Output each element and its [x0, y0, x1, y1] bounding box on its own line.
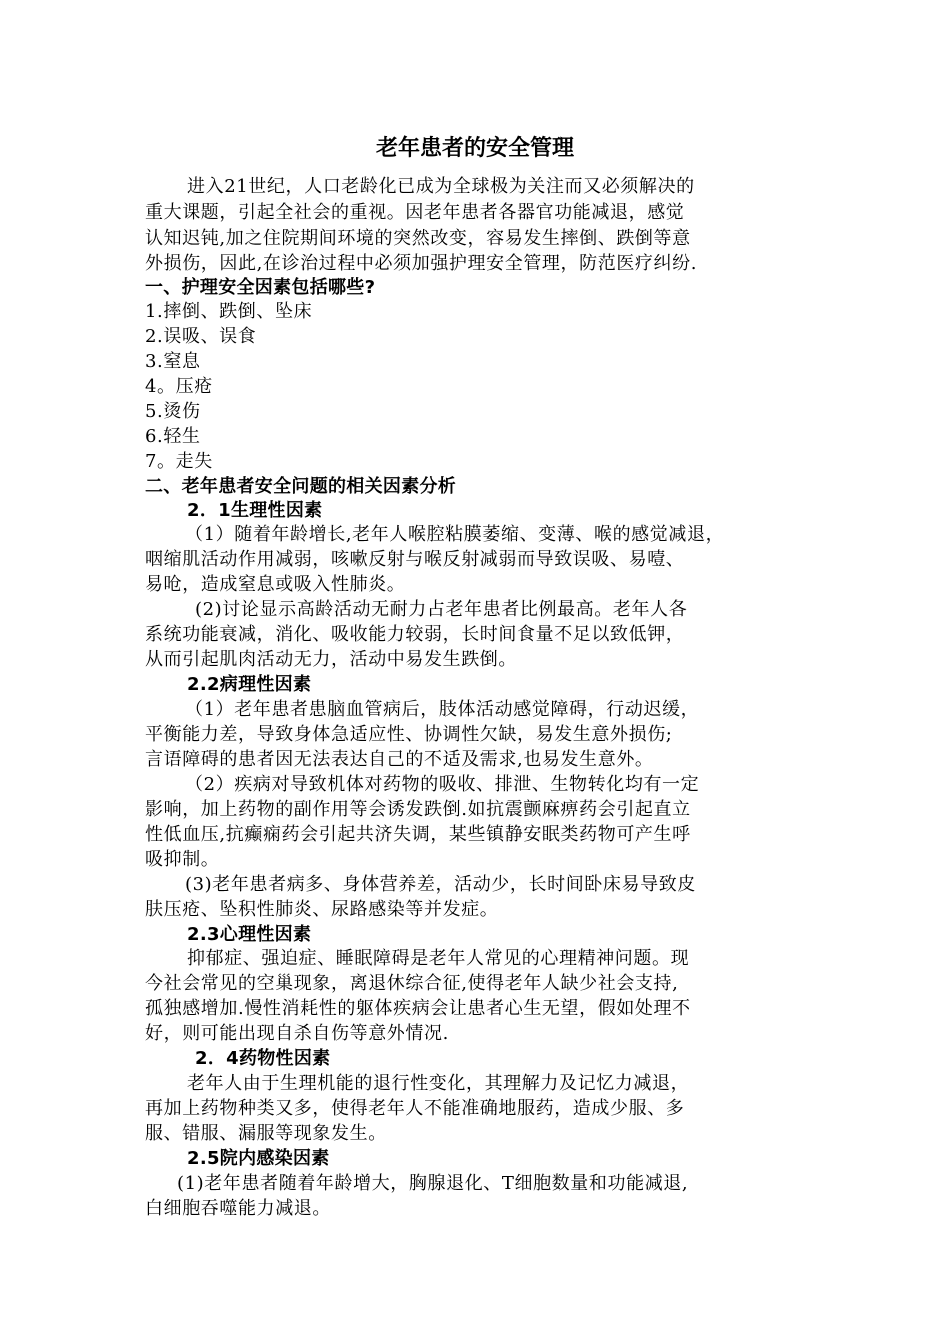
paragraph-line: 孤独感增加.慢性消耗性的躯体疾病会让患者心生无望，假如处理不 [145, 998, 691, 1019]
subsection-heading: 2.2病理性因素 [187, 674, 312, 695]
intro-line: 外损伤，因此,在诊治过程中必须加强护理安全管理，防范医疗纠纷. [145, 253, 698, 274]
paragraph-line: （1）老年患者患脑血管病后，肢体活动感觉障碍，行动迟缓， [185, 699, 700, 720]
paragraph-line: 从而引起肌肉活动无力，活动中易发生跌倒。 [145, 649, 517, 670]
paragraph-line: 易呛，造成窒息或吸入性肺炎。 [145, 574, 406, 595]
paragraph-line: 平衡能力差，导致身体急适应性、协调性欠缺，易发生意外损伤; [145, 724, 673, 745]
list-item: 5.烫伤 [145, 401, 201, 422]
paragraph-line: 咽缩肌活动作用减弱，咳嗽反射与喉反射减弱而导致误吸、易噎、 [145, 549, 685, 570]
section1-heading: 一、护理安全因素包括哪些? [145, 277, 376, 298]
page-title: 老年患者的安全管理 [375, 136, 574, 161]
intro-line: 认知迟钝,加之住院期间环境的突然改变，容易发生摔倒、跌倒等意 [145, 228, 691, 249]
paragraph-line: (2)讨论显示高龄活动无耐力占老年患者比例最高。老年人各 [195, 599, 688, 620]
paragraph-line: 抑郁症、强迫症、睡眠障碍是老年人常见的心理精神问题。现 [187, 948, 690, 969]
subsection-heading: 2.5院内感染因素 [187, 1148, 330, 1169]
subsection-heading: 2.3心理性因素 [187, 924, 312, 945]
list-item: 7。走失 [145, 451, 213, 472]
list-item: 1.摔倒、跌倒、坠床 [145, 301, 313, 322]
section2-heading: 二、老年患者安全问题的相关因素分析 [145, 476, 457, 497]
list-item: 3.窒息 [145, 351, 201, 372]
intro-line: 进入21世纪，人口老龄化已成为全球极为关注而又必须解决的 [187, 176, 695, 197]
paragraph-line: (1)老年患者随着年龄增大，胸腺退化、T细胞数量和功能减退, [177, 1173, 689, 1194]
paragraph-line: （1）随着年龄增长,老年人喉腔粘膜萎缩、变薄、喉的感觉减退， [185, 524, 725, 545]
paragraph-line: 今社会常见的空巢现象，离退休综合征,使得老年人缺少社会支持, [145, 973, 679, 994]
intro-line: 重大课题，引起全社会的重视。因老年患者各器官功能减退，感觉 [145, 202, 685, 223]
paragraph-line: 性低血压,抗癫痫药会引起共济失调，某些镇静安眠类药物可产生呼 [145, 824, 691, 845]
paragraph-line: 肤压疮、坠积性肺炎、尿路感染等并发症。 [145, 899, 499, 920]
paragraph-line: 服、错服、漏服等现象发生。 [145, 1123, 387, 1144]
paragraph-line: 吸抑制。 [145, 849, 220, 870]
paragraph-line: 言语障碍的患者因无法表达自己的不适及需求,也易发生意外。 [145, 749, 654, 770]
list-item: 4。压疮 [145, 376, 213, 397]
subsection-heading: 2．1生理性因素 [187, 500, 323, 521]
list-item: 6.轻生 [145, 426, 201, 447]
paragraph-line: 老年人由于生理机能的退行性变化，其理解力及记忆力减退， [187, 1073, 690, 1094]
paragraph-line: 影响，加上药物的副作用等会诱发跌倒.如抗震颤麻痹药会引起直立 [145, 799, 691, 820]
paragraph-line: (3)老年患者病多、身体营养差，活动少，长时间卧床易导致皮 [185, 874, 696, 895]
paragraph-line: 好，则可能出现自杀自伤等意外情况. [145, 1023, 449, 1044]
paragraph-line: 系统功能衰减，消化、吸收能力较弱，长时间食量不足以致低钾， [145, 624, 685, 645]
paragraph-line: （2）疾病对导致机体对药物的吸收、排泄、生物转化均有一定 [185, 774, 700, 795]
paragraph-line: 再加上药物种类又多，使得老年人不能准确地服药，造成少服、多 [145, 1098, 685, 1119]
subsection-heading: 2．4药物性因素 [195, 1048, 331, 1069]
list-item: 2.误吸、误食 [145, 326, 257, 347]
paragraph-line: 白细胞吞噬能力减退。 [145, 1198, 331, 1219]
